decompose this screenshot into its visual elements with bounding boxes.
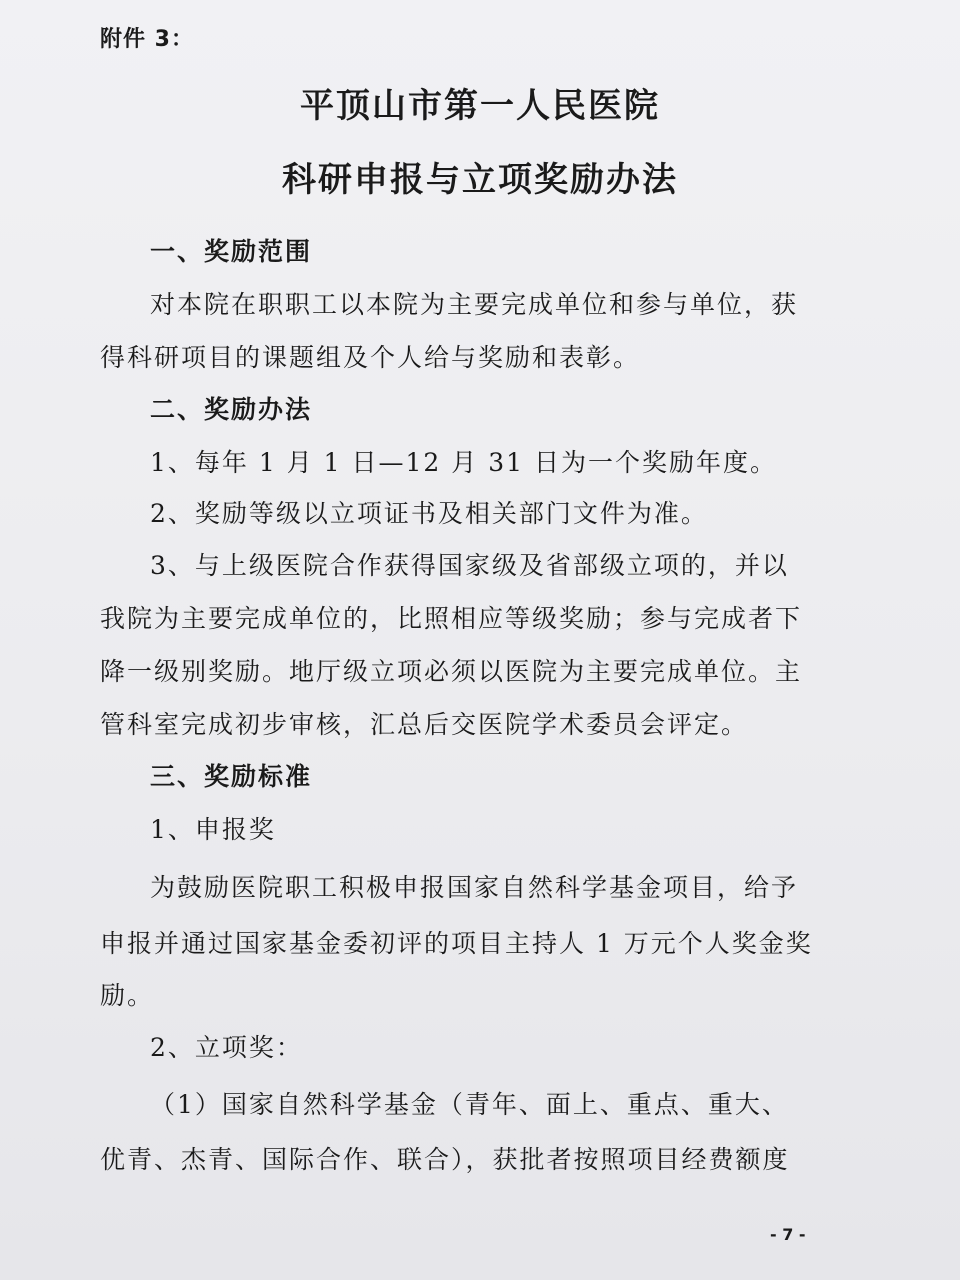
section2-item2: 2、奖励等级以立项证书及相关部门文件为准。 — [150, 499, 708, 528]
section3-sub1-heading: 1、申报奖 — [150, 815, 276, 844]
section3-sub1-line3: 励。 — [100, 981, 155, 1010]
section1-paragraph-line1: 对本院在职职工以本院为主要完成单位和参与单位，获 — [150, 290, 799, 319]
section2-item3-line2: 我院为主要完成单位的，比照相应等级奖励；参与完成者下 — [100, 604, 803, 633]
section3-sub1-line1: 为鼓励医院职工积极申报国家自然科学基金项目，给予 — [150, 873, 799, 902]
section2-item3-line1: 3、与上级医院合作获得国家级及省部级立项的，并以 — [150, 551, 789, 580]
section3-sub1-line2: 申报并通过国家基金委初评的项目主持人 1 万元个人奖金奖 — [100, 929, 813, 958]
attachment-label: 附件 3： — [100, 27, 194, 52]
document-title-line1: 平顶山市第一人民医院 — [300, 86, 660, 126]
section3-sub2-heading: 2、立项奖： — [150, 1033, 303, 1062]
section3-heading: 三、奖励标准 — [150, 762, 313, 791]
section3-sub2-line1: （1）国家自然科学基金（青年、面上、重点、重大、 — [150, 1090, 789, 1119]
section2-item1: 1、每年 1 月 1 日—12 月 31 日为一个奖励年度。 — [150, 448, 777, 477]
page-number: - 7 - — [770, 1225, 806, 1244]
section2-item3-line3: 降一级别奖励。地厅级立项必须以医院为主要完成单位。主 — [100, 657, 803, 686]
section1-heading: 一、奖励范围 — [150, 237, 313, 266]
document-title-line2: 科研申报与立项奖励办法 — [282, 160, 678, 200]
section2-heading: 二、奖励办法 — [150, 395, 313, 424]
section3-sub2-line2: 优青、杰青、国际合作、联合），获批者按照项目经费额度 — [100, 1145, 790, 1174]
section1-paragraph-line2: 得科研项目的课题组及个人给与奖励和表彰。 — [100, 343, 641, 372]
section2-item3-line4: 管科室完成初步审核，汇总后交医院学术委员会评定。 — [100, 710, 749, 739]
